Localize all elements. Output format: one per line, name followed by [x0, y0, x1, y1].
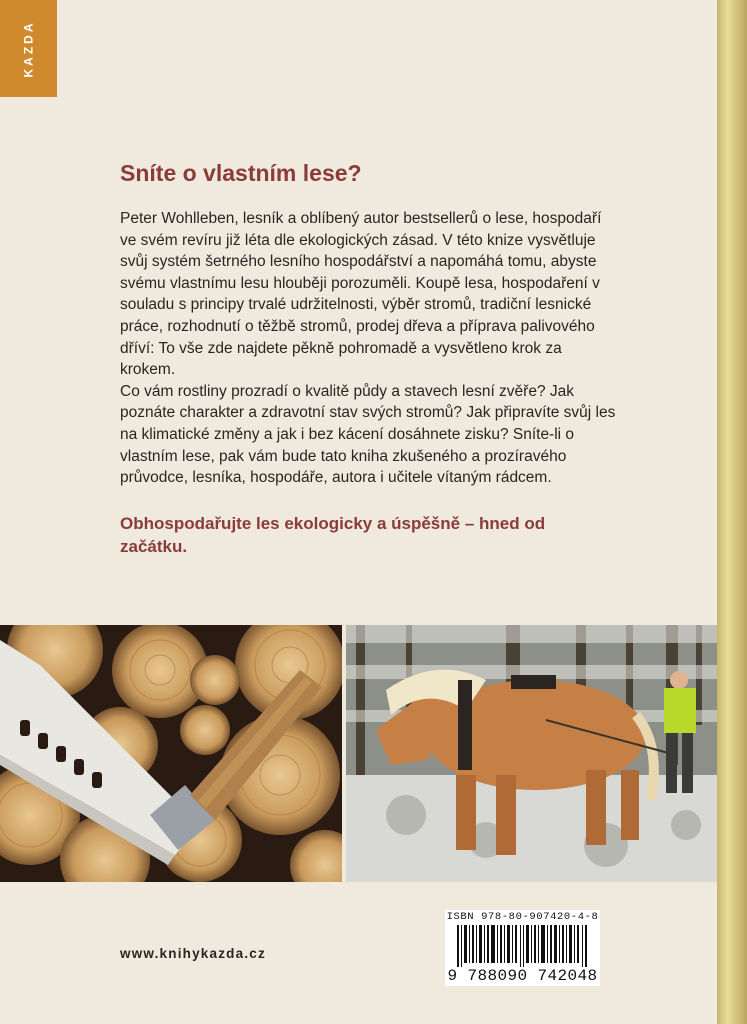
barcode-icon	[457, 925, 589, 967]
blurb-paragraph: Co vám rostliny prozradí o kvalitě půdy a stavech lesní zvěře? Jak poznáte charakter a zdravotní stav svých stromů? Jak připravíte svůj les na klimatické změny a jak i bez kácení dosáhnete zisku? Sníte-li o vlastním lese, pak vám bude tato kniha zkušeného a prozíravého průvodce, lesníka, hospodáře, autora i učitele vítaným rádcem.	[120, 382, 616, 487]
isbn-number: 9 788090 742048	[447, 967, 598, 985]
blurb-text	[120, 208, 620, 489]
book-spine	[717, 0, 747, 1024]
publisher-logo-tab	[0, 0, 57, 97]
tagline: Obhospodařujte les ekologicky a úspěšně – hned od začátku.	[120, 514, 546, 556]
photo-horse-logging	[346, 625, 717, 882]
isbn-barcode-block	[445, 910, 600, 986]
publisher-website: www.knihykazda.cz	[120, 946, 266, 961]
publisher-logo-text: KAZDA	[21, 20, 36, 77]
photo-logs-with-saw	[0, 625, 342, 882]
blurb-paragraph: Peter Wohlleben, lesník a oblíbený autor bestsellerů o lese, hospodaří ve svém revíru již léta dle ekologických zásad. V této knize vysvětluje svůj systém šetrného lesního hospodářství a napomáhá tomu, abyste svému vlastnímu lesu hlouběji porozuměli. Koupě lesa, hospodaření v souladu s principy trvalé udržitelnosti, výběr stromů, tradiční lesnické práce, rozhodnutí o těžbě stromů, prodej dřeva a příprava palivového dříví: To vše zde najdete pěkně pohromadě a vysvětleno krok za krokem.	[120, 210, 602, 379]
isbn-label: ISBN 978-80-907420-4-8	[446, 911, 599, 923]
page-title: Sníte o vlastním lese?	[120, 160, 362, 186]
